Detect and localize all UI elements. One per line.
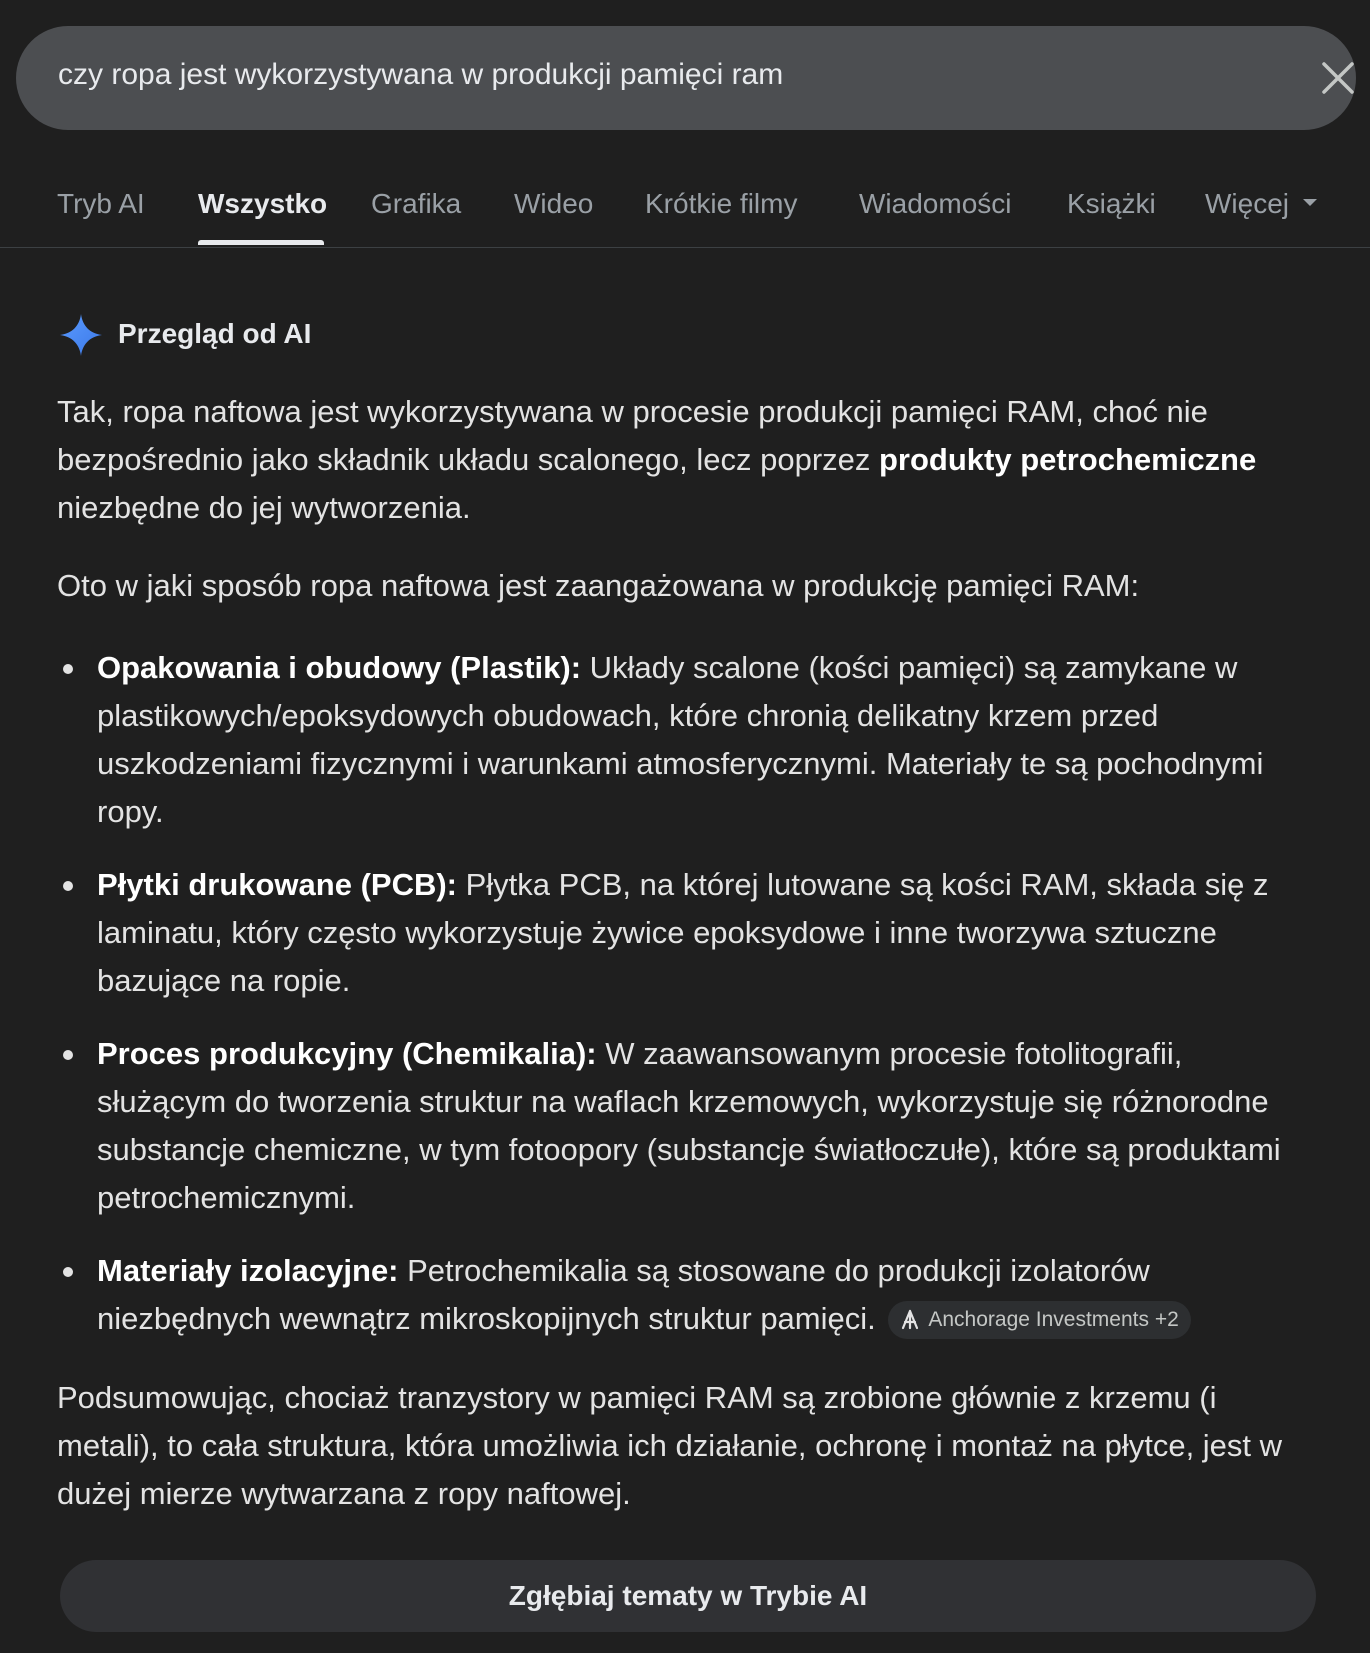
summary-paragraph: Podsumowując, chociaż tranzystory w pamięci RAM są zrobione głównie z krzemu (i metali), to cała struktura, która umożliwia ich działanie, ochronę i montaż na płytce, jest w dużej mierze wytwarzana z ropy naftowej.	[57, 1380, 1283, 1511]
close-icon	[1318, 58, 1358, 98]
tab-books[interactable]: Książki	[1067, 188, 1156, 219]
tab-images[interactable]: Grafika	[371, 188, 462, 219]
anchorage-logo-icon	[898, 1308, 922, 1332]
bullet-text: Układy scalone (kości pamięci) są zamykane w plastikowych/epoksydowych obudowach, które chronią delikatny krzem przed uszkodzeniami fizycznymi i warunkami atmosferycznymi. Materiały te są pochodnymi ropy.	[97, 650, 1264, 829]
list-item	[57, 1247, 1317, 1343]
lead-paragraph: Oto w jaki sposób ropa naftowa jest zaangażowana w produkcję pamięci RAM:	[57, 568, 1140, 603]
source-chip[interactable]	[888, 1301, 1190, 1339]
intro-paragraph	[57, 388, 1317, 532]
tab-news[interactable]: Wiadomości	[859, 188, 1012, 219]
search-tabs	[0, 160, 1370, 248]
bullet-text: Petrochemikalia są stosowane do produkcji izolatorów niezbędnych wewnątrz mikroskopijnych struktur pamięci.	[97, 1253, 1150, 1336]
ai-overview-content	[57, 388, 1317, 1518]
tab-more-label: Więcej	[1205, 188, 1290, 219]
search-input[interactable]: czy ropa jest wykorzystywana w produkcji pamięci ram	[58, 58, 784, 91]
bullet-text: Płytka PCB, na której lutowane są kości RAM, składa się z laminatu, który często wykorzystuje żywice epoksydowe i inne tworzywa sztuczne bazujące na ropie.	[97, 867, 1269, 998]
tab-videos[interactable]: Wideo	[514, 188, 594, 219]
tab-ai-mode[interactable]: Tryb AI	[57, 188, 145, 219]
active-tab-indicator	[198, 240, 324, 245]
list-item	[57, 1030, 1317, 1222]
bullet-text: W zaawansowanym procesie fotolitografii, służącym do tworzenia struktur na waflach krzemowych, wykorzystuje się różnorodne substancje chemiczne, w tym fotoopory (substancje światłoczułe), które są produktami petrochemicznymi.	[97, 1036, 1281, 1215]
search-bar[interactable]	[16, 26, 1356, 130]
source-chip-label: Anchorage Investments +2	[928, 1308, 1179, 1331]
bullet-list	[57, 644, 1317, 1343]
clear-search-button[interactable]	[1318, 58, 1358, 98]
ai-overview-title: Przegląd od AI	[118, 318, 312, 349]
tab-all[interactable]: Wszystko	[198, 188, 328, 219]
bullet-heading: Proces produkcyjny (Chemikalia):	[97, 1036, 597, 1071]
list-item	[57, 861, 1317, 1005]
bullet-heading: Materiały izolacyjne:	[97, 1253, 399, 1288]
tab-short-videos[interactable]: Krótkie filmy	[645, 188, 798, 219]
bullet-heading: Opakowania i obudowy (Plastik):	[97, 650, 582, 685]
caret-down-icon	[1303, 199, 1317, 206]
bullet-heading: Płytki drukowane (PCB):	[97, 867, 457, 902]
tab-more[interactable]	[1205, 188, 1317, 220]
intro-text: Tak, ropa naftowa jest wykorzystywana w procesie produkcji pamięci RAM, choć nie bezpośrednio jako składnik układu scalonego, lecz poprzez	[57, 394, 1208, 477]
intro-text-end: niezbędne do jej wytworzenia.	[57, 490, 471, 525]
ai-mode-dive-button[interactable]: Zgłębiaj tematy w Trybie AI	[60, 1560, 1316, 1632]
list-item	[57, 644, 1317, 836]
sparkle-icon	[58, 312, 104, 358]
intro-bold: produkty petrochemiczne	[879, 442, 1257, 477]
